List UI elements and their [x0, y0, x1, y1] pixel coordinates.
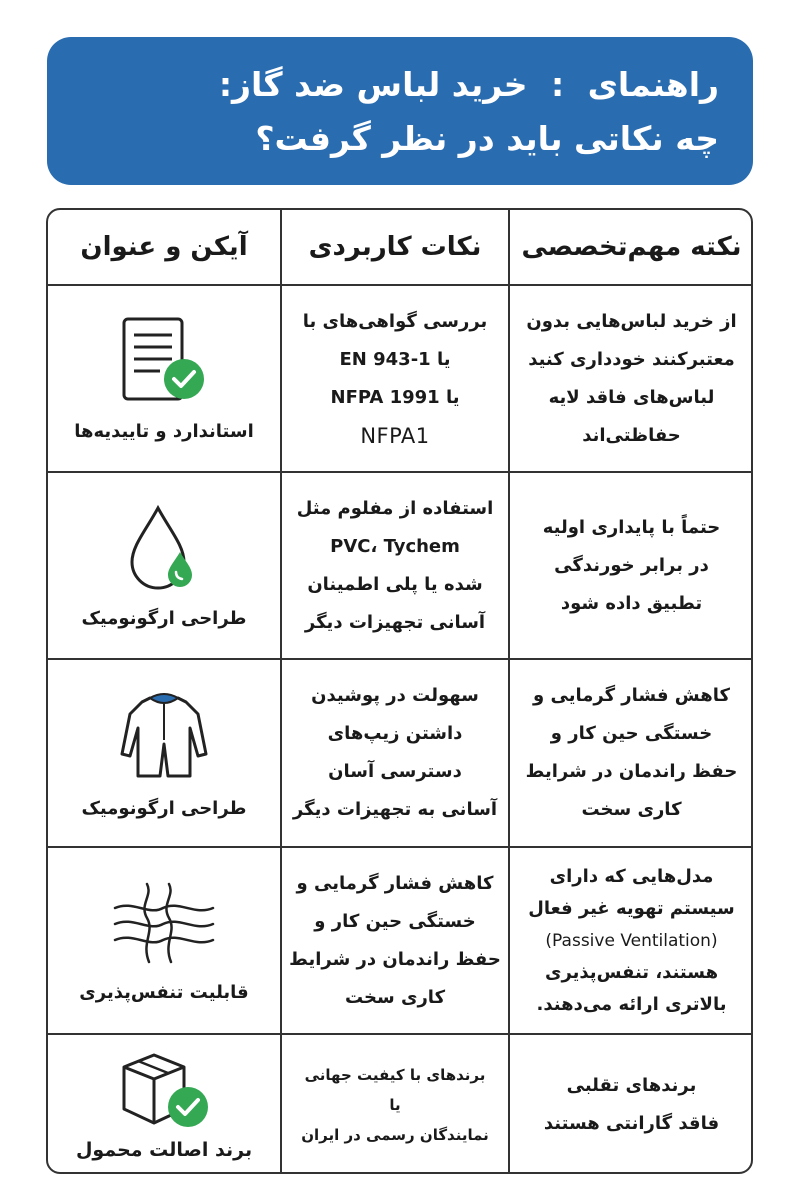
practical-line: آسانی به تجهیزات دیگر: [292, 799, 498, 820]
practical-tip-3: [282, 660, 508, 846]
practical-line: سهولت در پوشیدن: [311, 685, 479, 706]
practical-line: برندهای با کیفیت جهانی: [304, 1065, 486, 1084]
icon-cell-1: [48, 286, 280, 471]
expert-line: خستگی حین کار و: [550, 723, 713, 744]
banner-title-left: راهنمای: [587, 65, 719, 104]
expert-line: مدل‌هایی که دارای: [549, 865, 714, 887]
practical-line: خستگی حین کار و: [314, 910, 476, 932]
practical-tip-4: [282, 848, 508, 1033]
expert-line: برندهای تقلبی: [566, 1074, 697, 1096]
expert-tip-1: [510, 286, 753, 471]
expert-tip-3: [510, 660, 753, 846]
banner-title-sep: :: [550, 65, 565, 104]
banner-title: [67, 59, 719, 111]
practical-line: حفظ راندمان در شرایط: [289, 948, 501, 970]
practical-line: داشتن زیپ‌های: [327, 723, 463, 744]
practical-line: کاری سخت: [344, 986, 446, 1008]
practical-line: کاهش فشار گرمایی و: [296, 872, 494, 894]
expert-line: تطبیق داده شود: [560, 592, 703, 614]
practical-line: NFPA1: [360, 423, 430, 448]
practical-line: استفاده از مفلوم مثل: [296, 497, 494, 519]
header-expert: نکته مهم‌تخصصی: [521, 232, 742, 262]
expert-line: معتبرکنند خودداری کنید: [528, 348, 735, 370]
icon-caption: طراحی ارگونومیک: [81, 797, 247, 819]
expert-line: حتماً با پایداری اولیه: [542, 516, 721, 538]
expert-line: لباس‌های فاقد لایه: [548, 386, 715, 408]
expert-tip-5: [510, 1035, 753, 1174]
document-check-icon: [114, 315, 214, 407]
expert-tip-2: [510, 473, 753, 658]
banner-subtitle: چه نکاتی باید در نظر گرفت؟: [255, 119, 719, 158]
icon-caption: قابلیت تنفس‌پذیری: [79, 982, 249, 1003]
expert-line: از خرید لباس‌هایی بدون: [526, 310, 737, 332]
icon-caption: برند اصالت محمول: [75, 1138, 253, 1161]
icon-cell-4: [48, 848, 280, 1033]
practical-line: یا NFPA 1991: [330, 386, 460, 408]
expert-line: بالاتری ارائه می‌دهند.: [536, 993, 727, 1015]
practical-line: بررسی گواهی‌های با: [302, 310, 488, 332]
icon-cell-5: [48, 1035, 280, 1174]
practical-line: دسترسی آسان: [328, 761, 462, 782]
package-check-icon: [114, 1049, 214, 1131]
practical-line: نمایندگان رسمی در ایران: [301, 1125, 489, 1144]
icon-caption: طراحی ارگونومیک: [81, 608, 247, 629]
expert-line: در برابر خورندگی: [554, 554, 709, 576]
title-banner: [47, 37, 753, 185]
expert-line: کاهش فشار گرمایی و: [533, 685, 730, 706]
icon-cell-3: [48, 660, 280, 846]
practical-line: یا: [389, 1095, 401, 1114]
practical-tip-5: [282, 1035, 508, 1174]
expert-line: کاری سخت: [581, 799, 682, 820]
expert-line: حفاظتی‌اند: [582, 424, 681, 446]
comparison-table: [46, 208, 753, 1174]
icon-caption: استاندارد و تاییدیه‌ها: [74, 421, 254, 442]
expert-line: (Passive Ventilation): [545, 930, 718, 951]
banner-title-right: خرید لباس ضد گاز:: [218, 65, 528, 104]
droplet-icon: [124, 502, 204, 594]
practical-line: شده یا پلی اطمینان: [307, 573, 483, 595]
expert-line: حفظ راندمان در شرایط: [525, 761, 738, 782]
expert-line: هستند، تنفس‌پذیری: [544, 961, 719, 983]
practical-line: آسانی تجهیزات دیگر: [304, 611, 486, 633]
expert-tip-4: [510, 848, 753, 1033]
header-practical: نکات کاربردی: [308, 232, 482, 262]
coverall-suit-icon: [114, 688, 214, 784]
practical-tip-1: [282, 286, 508, 471]
header-icon: آیکن و عنوان: [80, 232, 248, 262]
icon-cell-2: [48, 473, 280, 658]
practical-line: یا EN 943-1: [339, 348, 451, 370]
practical-line: PVC، Tychem: [330, 535, 460, 557]
practical-tip-2: [282, 473, 508, 658]
expert-line: سیستم تهویه غیر فعال: [528, 897, 735, 919]
breathable-fabric-icon: [109, 878, 219, 968]
expert-line: فاقد گارانتی هستند: [543, 1112, 720, 1134]
